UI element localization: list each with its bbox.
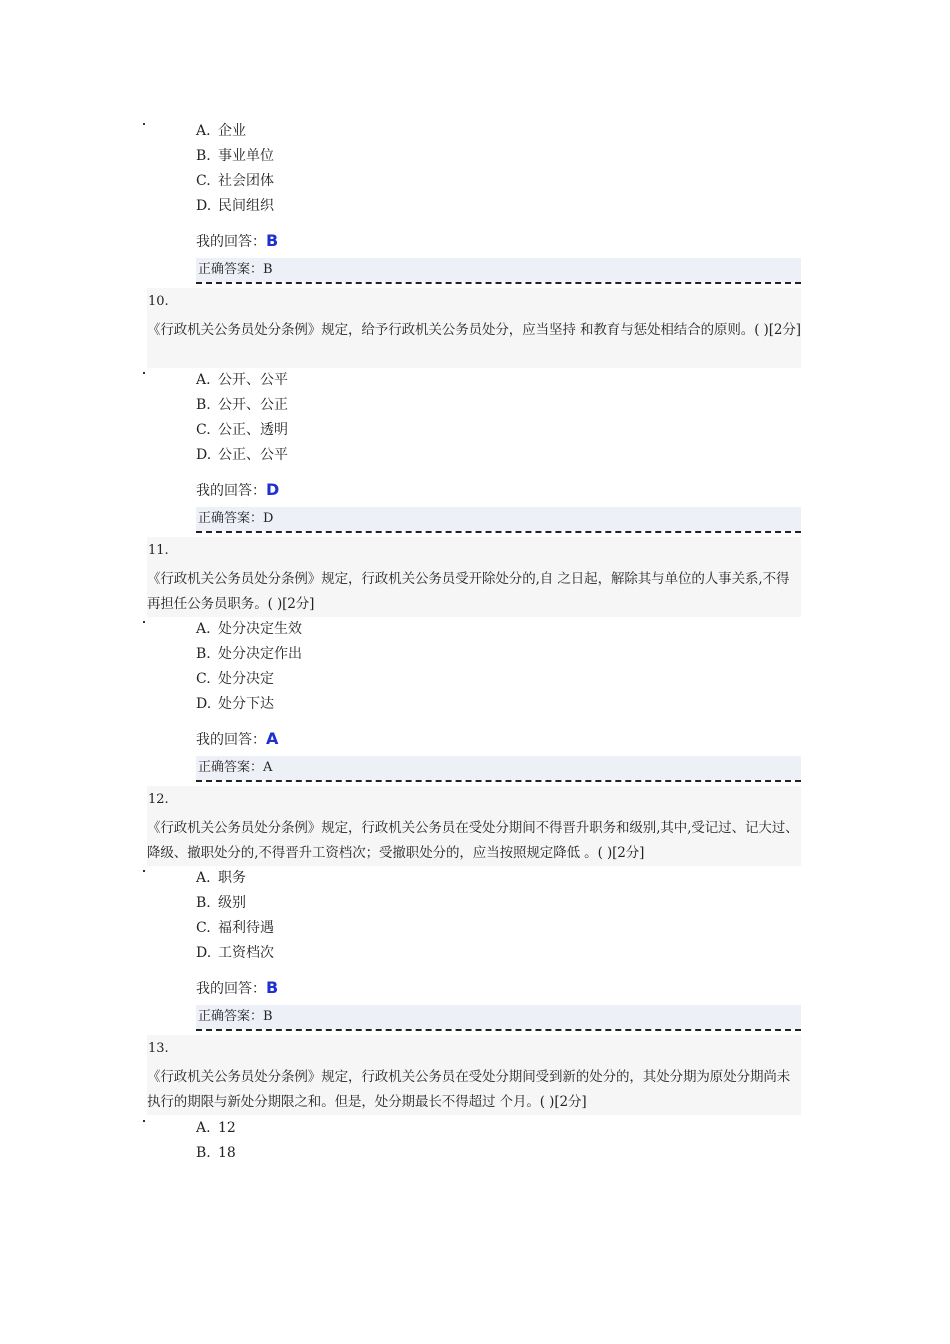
option-b[interactable]	[196, 146, 274, 166]
option-text: 社会团体	[218, 173, 274, 189]
option-text: 公开、公正	[218, 397, 288, 413]
option-text: 12	[218, 1120, 236, 1136]
correct-answer-band	[196, 258, 801, 282]
bullet-marker	[143, 870, 145, 872]
question-text: 《行政机关公务员处分条例》规定，行政机关公务员在受处分期间不得晋升职务和级别,其中,受记过、记大过、降级、撤职处分的,不得晋升工资档次；受撤职处分的，应当按照规定降低 。( )[2分]	[147, 820, 799, 861]
correct-answer-band	[196, 756, 801, 780]
my-answer-value: B	[266, 978, 279, 997]
question-number: 10.	[148, 294, 169, 309]
dashed-divider	[196, 531, 801, 533]
option-letter: A.	[196, 372, 211, 388]
option-letter: D.	[196, 945, 212, 961]
option-d[interactable]	[196, 445, 288, 465]
option-a[interactable]	[196, 868, 246, 888]
correct-answer-band	[196, 507, 801, 531]
option-d[interactable]	[196, 943, 274, 963]
bullet-marker	[143, 372, 145, 374]
question-number: 11.	[148, 543, 169, 558]
option-c[interactable]	[196, 669, 274, 689]
option-a[interactable]	[196, 619, 302, 639]
question-text: 《行政机关公务员处分条例》规定，行政机关公务员受开除处分的,自 之日起，解除其与单位的人事关系,不得再担任公务员职务。( )[2分]	[147, 571, 790, 612]
option-text: 级别	[218, 895, 246, 911]
my-answer	[196, 479, 279, 501]
option-letter: B.	[196, 148, 211, 164]
option-text: 民间组织	[218, 198, 274, 214]
my-answer-value: B	[266, 231, 279, 250]
my-answer-value: A	[266, 729, 279, 748]
option-letter: D.	[196, 198, 212, 214]
option-text: 公正、公平	[218, 447, 288, 463]
correct-answer-value: B	[263, 1009, 273, 1024]
bullet-marker	[143, 1120, 145, 1122]
option-b[interactable]	[196, 1143, 236, 1163]
correct-answer-value: D	[263, 511, 274, 526]
correct-answer-label: 正确答案：	[198, 511, 264, 526]
option-text: 处分下达	[218, 696, 274, 712]
option-text: 工资档次	[218, 945, 274, 961]
option-text: 处分决定	[218, 671, 274, 687]
dashed-divider	[196, 1029, 801, 1031]
my-answer	[196, 728, 278, 750]
question-text: 《行政机关公务员处分条例》规定，给予行政机关公务员处分，应当坚持 和教育与惩处相结合的原则。( )[2分]	[147, 322, 801, 338]
my-answer-label: 我的回答：	[196, 234, 266, 250]
my-answer	[196, 977, 278, 999]
bullet-marker	[143, 621, 145, 623]
option-a[interactable]	[196, 370, 288, 390]
dashed-divider	[196, 282, 801, 284]
question-number: 12.	[148, 792, 169, 807]
correct-answer-label: 正确答案：	[198, 1009, 264, 1024]
correct-answer	[198, 758, 272, 778]
option-text: 18	[218, 1145, 236, 1161]
option-b[interactable]	[196, 644, 302, 664]
option-text: 企业	[218, 123, 246, 139]
option-text: 公开、公平	[218, 372, 288, 388]
my-answer-label: 我的回答：	[196, 981, 266, 997]
my-answer-label: 我的回答：	[196, 483, 266, 499]
option-text: 福利待遇	[218, 920, 274, 936]
option-c[interactable]	[196, 420, 288, 440]
option-letter: B.	[196, 895, 211, 911]
question-number: 13.	[148, 1041, 169, 1056]
option-c[interactable]	[196, 918, 274, 938]
option-b[interactable]	[196, 893, 246, 913]
option-letter: B.	[196, 397, 211, 413]
option-letter: B.	[196, 646, 211, 662]
correct-answer-value: B	[263, 262, 273, 277]
option-letter: A.	[196, 123, 211, 139]
option-a[interactable]	[196, 1118, 236, 1138]
my-answer-value: D	[266, 480, 280, 499]
option-text: 公正、透明	[218, 422, 288, 438]
correct-answer-label: 正确答案：	[198, 760, 264, 775]
option-letter: A.	[196, 621, 211, 637]
option-d[interactable]	[196, 196, 274, 216]
dashed-divider	[196, 780, 801, 782]
option-letter: C.	[196, 422, 211, 438]
correct-answer-value: A	[263, 760, 273, 775]
option-letter: D.	[196, 447, 212, 463]
option-letter: C.	[196, 920, 211, 936]
option-a[interactable]	[196, 121, 246, 141]
correct-answer	[198, 1007, 273, 1027]
option-text: 事业单位	[218, 148, 274, 164]
option-letter: D.	[196, 696, 212, 712]
option-text: 处分决定作出	[218, 646, 302, 662]
option-letter: C.	[196, 671, 211, 687]
option-letter: A.	[196, 870, 211, 886]
correct-answer-band	[196, 1005, 801, 1029]
option-letter: C.	[196, 173, 211, 189]
option-c[interactable]	[196, 171, 274, 191]
correct-answer	[198, 509, 273, 529]
option-b[interactable]	[196, 395, 288, 415]
bullet-marker	[143, 123, 145, 125]
option-text: 职务	[218, 870, 246, 886]
option-d[interactable]	[196, 694, 274, 714]
my-answer-label: 我的回答：	[196, 732, 266, 748]
option-letter: B.	[196, 1145, 211, 1161]
option-letter: A.	[196, 1120, 211, 1136]
my-answer	[196, 230, 278, 252]
question-text: 《行政机关公务员处分条例》规定，行政机关公务员在受处分期间受到新的处分的，其处分期为原处分期尚未执行的期限与新处分期限之和。但是，处分期最长不得超过 个月。( )[2分]	[147, 1069, 791, 1110]
correct-answer	[198, 260, 273, 280]
option-text: 处分决定生效	[218, 621, 302, 637]
correct-answer-label: 正确答案：	[198, 262, 264, 277]
